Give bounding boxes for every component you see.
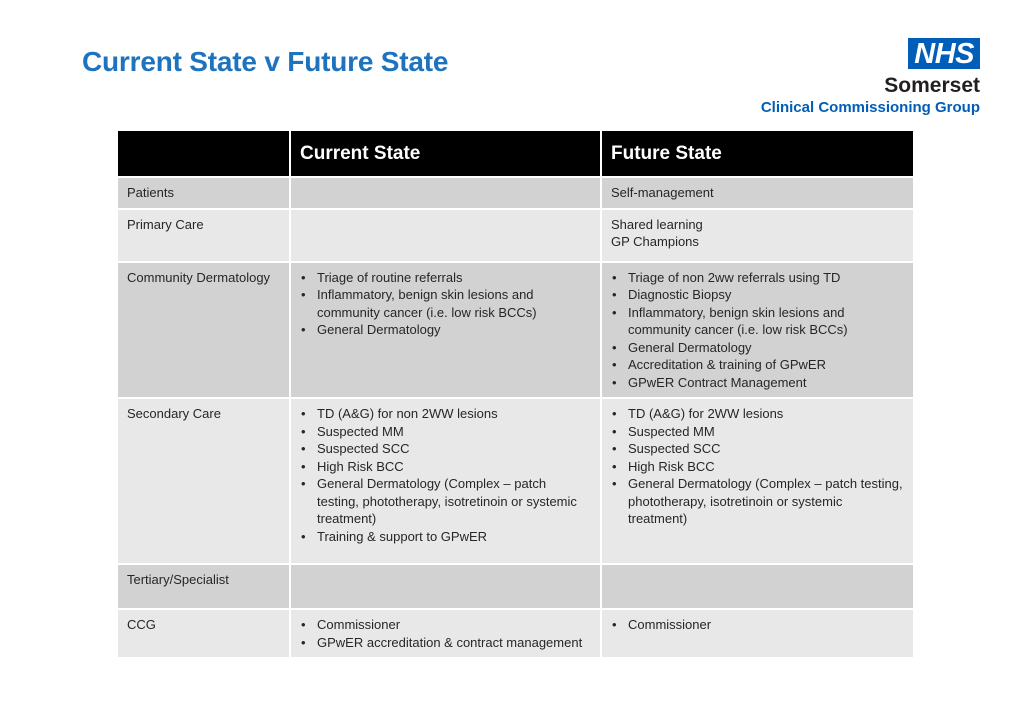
row-label: CCG — [118, 609, 290, 658]
list-item: • Suspected MM — [300, 423, 591, 441]
list-item: • General Dermatology — [611, 339, 904, 357]
table-row — [118, 609, 913, 658]
list-item: • Suspected SCC — [611, 440, 904, 458]
list-item: • Diagnostic Biopsy — [611, 286, 904, 304]
column-header-current: Current State — [290, 131, 601, 177]
future-cell — [601, 564, 913, 609]
list-item: • Accreditation & training of GPwER — [611, 356, 904, 374]
list-item: • Suspected MM — [611, 423, 904, 441]
future-cell — [601, 177, 913, 209]
list-item: • Inflammatory, benign skin lesions and community cancer (i.e. low risk BCCs) — [300, 286, 591, 321]
list-item: • Suspected SCC — [300, 440, 591, 458]
list-item: • TD (A&G) for non 2WW lesions — [300, 405, 591, 423]
logo-subtitle: Clinical Commissioning Group — [760, 99, 980, 116]
future-cell — [601, 209, 913, 262]
list-item: • General Dermatology (Complex – patch testing, phototherapy, isotretinoin or systemic treatment) — [611, 475, 904, 528]
future-list — [611, 269, 904, 392]
current-list — [300, 616, 591, 651]
future-line: GP Champions — [611, 234, 699, 249]
row-label: Tertiary/Specialist — [118, 564, 290, 609]
current-cell — [290, 609, 601, 658]
row-label: Secondary Care — [118, 398, 290, 564]
list-item: • High Risk BCC — [300, 458, 591, 476]
table-row — [118, 177, 913, 209]
row-label: Community Dermatology — [118, 262, 290, 399]
future-list — [611, 405, 904, 528]
list-item: • TD (A&G) for 2WW lesions — [611, 405, 904, 423]
list-item: • Triage of routine referrals — [300, 269, 591, 287]
current-cell — [290, 209, 601, 262]
list-item: • Commissioner — [300, 616, 591, 634]
table-row — [118, 209, 913, 262]
column-header-future: Future State — [601, 131, 913, 177]
list-item: • GPwER accreditation & contract management — [300, 634, 591, 652]
current-cell — [290, 398, 601, 564]
list-item: • Inflammatory, benign skin lesions and community cancer (i.e. low risk BCCs) — [611, 304, 904, 339]
future-line: Shared learning — [611, 216, 703, 232]
future-cell — [601, 262, 913, 399]
table-row — [118, 262, 913, 399]
table-row — [118, 398, 913, 564]
current-cell — [290, 564, 601, 609]
page-title: Current State v Future State — [82, 46, 449, 77]
nhs-logo-mark: NHS — [908, 38, 980, 69]
logo-org-name: Somerset — [884, 74, 980, 97]
future-list — [611, 616, 904, 634]
table-header-row — [118, 131, 913, 177]
table-row — [118, 564, 913, 609]
row-label: Patients — [118, 177, 290, 209]
future-cell — [601, 398, 913, 564]
current-list — [300, 269, 591, 339]
current-cell — [290, 262, 601, 399]
list-item: • Training & support to GPwER — [300, 528, 591, 546]
list-item: • GPwER Contract Management — [611, 374, 904, 392]
row-label: Primary Care — [118, 209, 290, 262]
list-item: • High Risk BCC — [611, 458, 904, 476]
list-item: • General Dermatology — [300, 321, 591, 339]
future-cell — [601, 609, 913, 658]
future-line: Self-management — [611, 185, 714, 200]
current-list — [300, 405, 591, 545]
list-item: • General Dermatology (Complex – patch testing, phototherapy, isotretinoin or systemic treatment) — [300, 475, 591, 528]
column-header-blank — [118, 131, 290, 177]
list-item: • Triage of non 2ww referrals using TD — [611, 269, 904, 287]
state-comparison-table — [118, 131, 913, 659]
list-item: • Commissioner — [611, 616, 904, 634]
nhs-somerset-logo — [761, 38, 980, 117]
current-cell — [290, 177, 601, 209]
